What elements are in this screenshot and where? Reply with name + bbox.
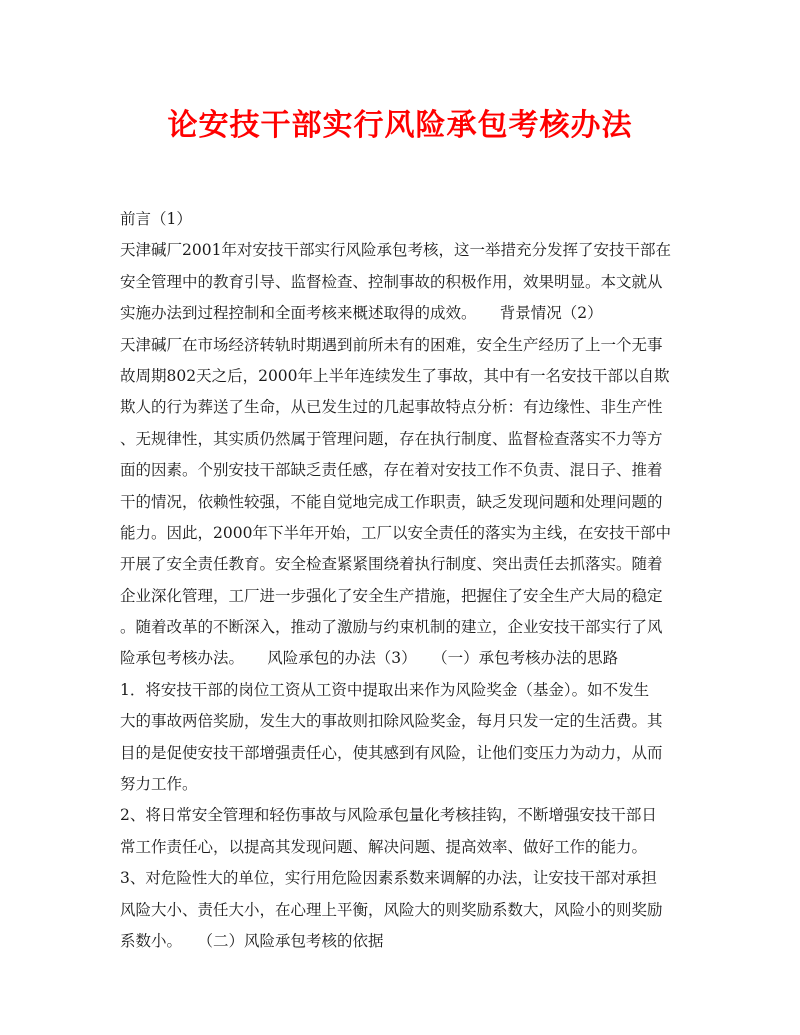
text-line: 。随着改革的不断深入，推动了激励与约束机制的建立，企业安技干部实行了风 [120,618,663,637]
text-line: 天津碱厂在市场经济转轨时期遇到前所未有的困难，安全生产经历了上一个无事 [120,335,663,354]
text-line: 常工作责任心，以提高其发现问题、解决问题、提高效率、做好工作的能力。 [120,837,648,856]
text-line: 企业深化管理，工厂进一步强化了安全生产措施，把握住了安全生产大局的稳定 [120,586,663,605]
text-line: 前言（1） [120,210,192,228]
text-line: 干的情况，依赖性较强，不能自觉地完成工作职责，缺乏发现问题和处理问题的 [120,492,663,511]
text-line: 大的事故两倍奖励，发生大的事故则扣除风险奖金，每月只发一定的生活费。其 [120,712,663,731]
text-line: 1．将安技干部的岗位工资从工资中提取出来作为风险奖金（基金）。如不发生 [120,680,650,699]
text-line: 开展了安全责任教育。安全检查紧紧围绕着执行制度、突出责任去抓落实。随着 [120,555,663,574]
document-title: 论安技干部实行风险承包考核办法 [167,108,633,143]
text-line: 、无规律性，其实质仍然属于管理问题，存在执行制度、监督检查落实不力等方 [120,429,663,448]
text-line: 风险大小、责任大小，在心理上平衡，风险大的则奖励系数大，风险小的则奖励 [120,900,663,919]
document-body [120,204,680,957]
text-line: 2、将日常安全管理和轻伤事故与风险承包量化考核挂钩，不断增强安技干部日 [120,806,657,825]
text-line: 天津碱厂2001年对安技干部实行风险承包考核，这一举措充分发挥了安技干部在 [120,241,671,260]
text-line: 能力。因此，2000年下半年开始，工厂以安全责任的落实为主线，在安技干部中 [120,523,671,542]
text-line: 故周期802天之后，2000年上半年连续发生了事故，其中有一名安技干部以自欺 [120,366,670,385]
text-line: 实施办法到过程控制和全面考核来概述取得的成效。 背景情况（2） [120,304,603,323]
text-line: 努力工作。 [120,775,198,794]
text-line: 面的因素。个别安技干部缺乏责任感，存在着对安技工作不负责、混日子、推着 [120,461,663,480]
text-line: 险承包考核办法。 风险承包的办法（3） （一）承包考核办法的思路 [120,649,619,668]
text-line: 安全管理中的教育引导、监督检查、控制事故的积极作用，效果明显。本文就从 [120,272,663,291]
text-line: 系数小。 （二）风险承包考核的依据 [120,931,384,950]
text-line: 3、对危险性大的单位，实行用危险因素系数来调解的办法，让安技干部对承担 [120,869,657,888]
text-line: 目的是促使安技干部增强责任心，使其感到有风险，让他们变压力为动力，从而 [120,743,663,762]
text-line: 欺人的行为葬送了生命，从已发生过的几起事故特点分析：有边缘性、非生产性 [120,398,663,417]
